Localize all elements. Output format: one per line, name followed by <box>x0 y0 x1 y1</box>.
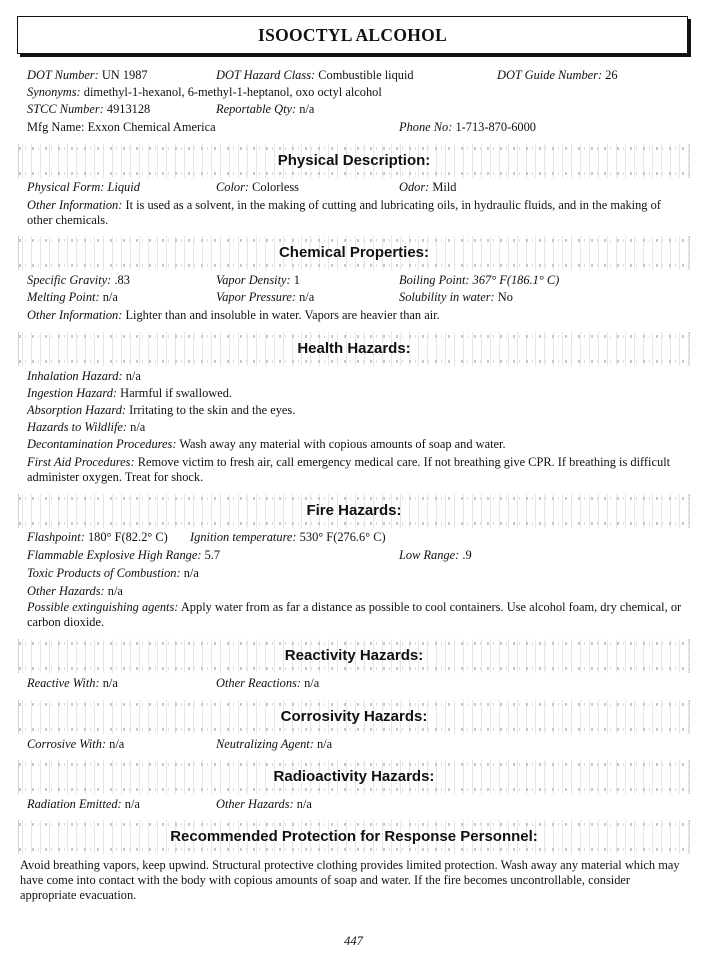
reactivity-heading: Reactivity Hazards: <box>284 647 424 664</box>
wildlife-row <box>27 420 692 436</box>
synonyms: dimethyl-1-hexanol, 6-methyl-1-heptanol, oxo octyl alcohol <box>83 85 382 99</box>
radioactivity-heading: Radioactivity Hazards: <box>273 768 435 785</box>
vapor-density-label: Vapor Density: <box>216 273 291 287</box>
melting-point-label: Melting Point: <box>27 290 100 304</box>
reactivity-row <box>27 676 692 692</box>
radioactivity-row <box>27 797 692 813</box>
fire-other-row <box>27 584 692 600</box>
chemical-row-2 <box>27 290 692 306</box>
dot-guide: 26 <box>605 68 618 82</box>
first-aid-text: Remove victim to fresh air, call emergency medical care. If not breathing give CPR. If breathing is difficult administer oxygen. Treat for shock. <box>27 455 671 484</box>
synonyms-label: Synonyms: <box>27 85 81 99</box>
high-range-label: Flammable Explosive High Range: <box>27 548 202 562</box>
dot-guide-label: DOT Guide Number: <box>497 68 603 82</box>
ingestion-label: Ingestion Hazard: <box>27 386 118 400</box>
page-number: 447 <box>344 934 363 948</box>
physical-other-text: It is used as a solvent, in the making of cutting and lubricating oils, in hydraulic fluids, and in the making of other chemicals. <box>27 198 661 227</box>
chemical-row-1 <box>27 273 692 289</box>
absorption-value: Irritating to the skin and the eyes. <box>129 403 296 417</box>
radio-other-label: Other Hazards: <box>216 797 294 811</box>
extinguish-text: Apply water from as far a distance as possible to cool containers. Use alcohol foam, dry chemical, or carbon dioxide. <box>27 600 682 629</box>
chemical-other <box>27 308 682 323</box>
first-aid-label: First Aid Procedures: <box>27 455 135 469</box>
decon-value: Wash away any material with copious amounts of soap and water. <box>179 437 506 451</box>
extinguish <box>27 600 682 630</box>
health-heading: Health Hazards: <box>297 340 411 357</box>
wildlife-value: n/a <box>130 420 146 434</box>
dot-number-label: DOT Number: <box>27 68 99 82</box>
physical-section-band <box>18 144 690 178</box>
radio-other-value: n/a <box>296 797 312 811</box>
synonyms-row <box>27 85 692 101</box>
other-reactions: n/a <box>304 676 320 690</box>
extinguish-label: Possible extinguishing agents: <box>27 600 179 614</box>
physical-heading: Physical Description: <box>277 152 431 169</box>
absorption-label: Absorption Hazard: <box>27 403 127 417</box>
radioactivity-section-band <box>18 760 690 794</box>
mfg-name: Exxon Chemical America <box>87 120 216 134</box>
protection-section-band <box>18 820 690 854</box>
stcc-row <box>27 102 692 118</box>
vapor-pressure-label: Vapor Pressure: <box>216 290 296 304</box>
radiation-label: Radiation Emitted: <box>27 797 122 811</box>
color-value: Colorless <box>252 180 299 194</box>
physical-row <box>27 180 692 196</box>
ingestion-value: Harmful if swallowed. <box>120 386 233 400</box>
toxic-label: Toxic Products of Combustion: <box>27 566 181 580</box>
high-range: 5.7 <box>204 548 221 562</box>
corrosivity-section-band <box>18 700 690 734</box>
fire-section-band <box>18 494 690 528</box>
low-range: .9 <box>462 548 472 562</box>
boiling-point: Boiling Point: 367° F(186.1° C) <box>399 273 560 287</box>
flammable-row <box>27 548 692 564</box>
physical-other <box>27 198 682 228</box>
chemical-heading: Chemical Properties: <box>278 244 430 261</box>
corrosivity-row <box>27 737 692 753</box>
first-aid <box>27 455 682 485</box>
health-section-band <box>18 332 690 366</box>
flashpoint-label: Flashpoint: <box>27 530 85 544</box>
ignition-label: Ignition temperature: <box>190 530 297 544</box>
chemical-other-text: Lighter than and insoluble in water. Vapors are heavier than air. <box>125 308 440 322</box>
solubility-label: Solubility in water: <box>399 290 495 304</box>
title-box <box>17 16 688 54</box>
mfg-row <box>27 120 692 136</box>
neutralizing-label: Neutralizing Agent: <box>216 737 314 751</box>
neutralizing-agent: n/a <box>316 737 333 751</box>
color-label: Color: <box>216 180 250 194</box>
inhalation-value: n/a <box>125 369 141 383</box>
corrosivity-heading: Corrosivity Hazards: <box>280 708 428 725</box>
dot-hazard: Combustible liquid <box>318 68 414 82</box>
decon-label: Decontamination Procedures: <box>27 437 177 451</box>
vapor-pressure: n/a <box>299 290 315 304</box>
radiation-emitted: n/a <box>124 797 140 811</box>
toxic-row <box>27 566 692 582</box>
phone-label: Phone No: <box>399 120 453 134</box>
dot-number: UN 1987 <box>101 68 148 82</box>
protection-heading: Recommended Protection for Response Personnel: <box>170 828 538 845</box>
dot-hazard-label: DOT Hazard Class: <box>216 68 316 82</box>
physical-form: Physical Form: Liquid <box>27 180 140 194</box>
reportable-qty: n/a <box>299 102 315 116</box>
wildlife-label: Hazards to Wildlife: <box>27 420 128 434</box>
ignition-temp: 530° F(276.6° C) <box>299 530 386 544</box>
fire-heading: Fire Hazards: <box>306 502 402 519</box>
corrosive-with: n/a <box>109 737 125 751</box>
reactivity-section-band <box>18 639 690 673</box>
vapor-density: 1 <box>293 273 300 287</box>
chemical-section-band <box>18 236 690 270</box>
solubility: No <box>497 290 513 304</box>
flashpoint: 180° F(82.2° C) <box>87 530 168 544</box>
page-title: ISOOCTYL ALCOHOL <box>257 24 448 45</box>
reactive-with: n/a <box>102 676 118 690</box>
absorption-row <box>27 403 692 419</box>
protection-text: Avoid breathing vapors, keep upwind. Structural protective clothing provides limited protection. Wash away any material which may have come into contact with the body with copious amounts of soap and water. If the fire becomes uncontrollable, consider appropriate evacuation. <box>20 858 680 902</box>
odor-value: Mild <box>432 180 457 194</box>
reportable-label: Reportable Qty: <box>216 102 297 116</box>
melting-point: n/a <box>102 290 118 304</box>
chemical-other-label: Other Information: <box>27 308 123 322</box>
other-reactions-label: Other Reactions: <box>216 676 301 690</box>
fire-other-label: Other Hazards: <box>27 584 105 598</box>
corrosive-with-label: Corrosive With: <box>27 737 107 751</box>
stcc-label: STCC Number: <box>27 102 104 116</box>
mfg-label: Mfg Name: <box>27 120 85 134</box>
fire-other-value: n/a <box>107 584 123 598</box>
flash-row <box>27 530 692 546</box>
decon-row <box>27 437 692 453</box>
inhalation-label: Inhalation Hazard: <box>27 369 123 383</box>
physical-other-label: Other Information: <box>27 198 123 212</box>
toxic-value: n/a <box>183 566 199 580</box>
low-range-label: Low Range: <box>399 548 460 562</box>
phone-number: 1-713-870-6000 <box>455 120 536 134</box>
inhalation-row <box>27 369 692 385</box>
stcc-number: 4913128 <box>106 102 151 116</box>
reactive-with-label: Reactive With: <box>27 676 100 690</box>
specific-gravity: .83 <box>114 273 130 287</box>
specific-gravity-label: Specific Gravity: <box>27 273 112 287</box>
ingestion-row <box>27 386 692 402</box>
dot-row <box>27 68 692 84</box>
odor-label: Odor: <box>399 180 430 194</box>
